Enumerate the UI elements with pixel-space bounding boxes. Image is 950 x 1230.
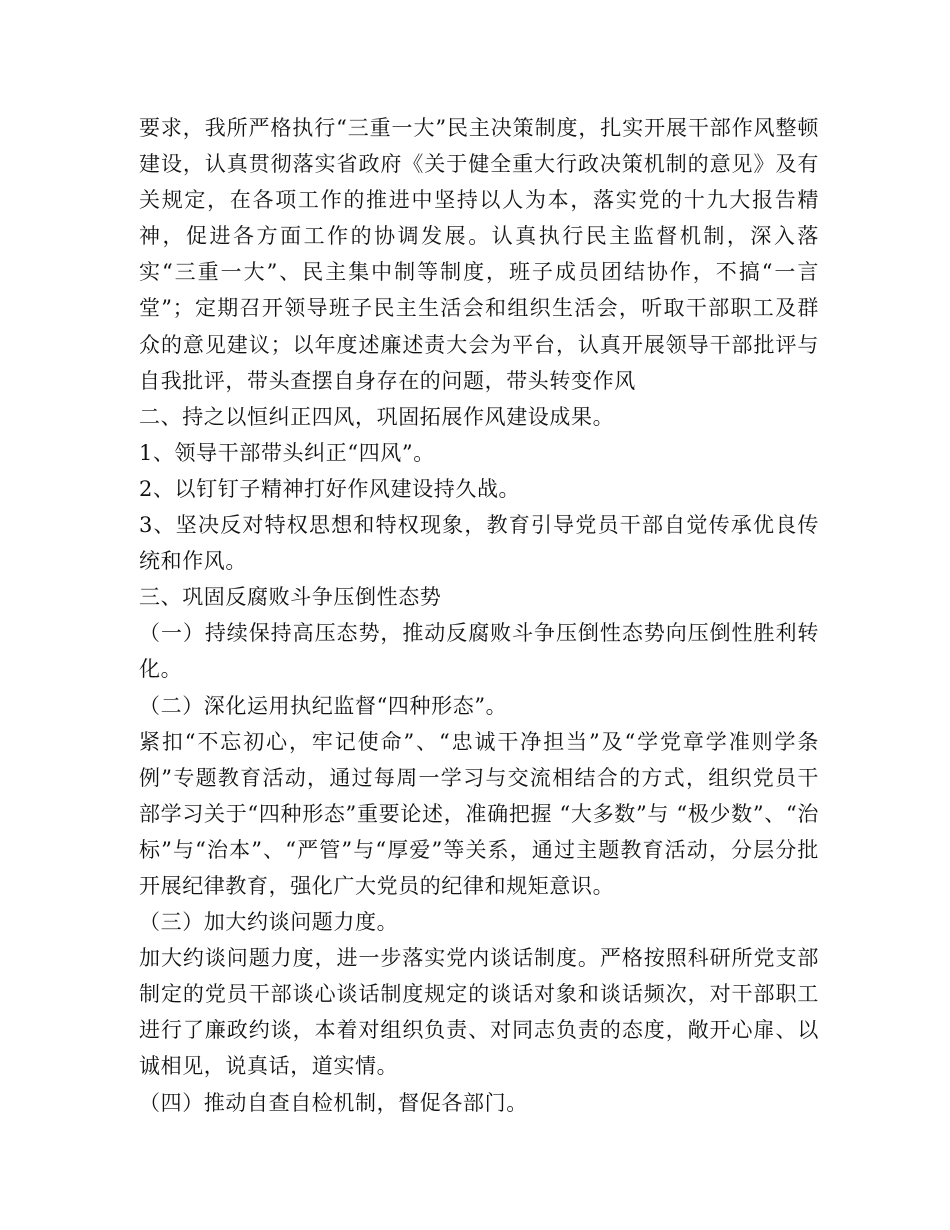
paragraph-decision-making: 要求，我所严格执行“三重一大”民主决策制度，扎实开展干部作风整顿建设，认真贯彻落实省政府《关于健全重大行政决策机制的意见》及有关规定，在各项工作的推进中坚持以人为本，落实党的十九大报告精神，促进各方面工作的协调发展。认真执行民主监督机制，深入落实“三重一大”、民主集中制等制度，班子成员团结协作，不搞“一言堂”；定期召开领导班子民主生活会和组织生活会，听取干部职工及群众的意见建议；以年度述廉述责大会为平台，认真开展领导干部批评与自我批评，带头查摆自身存在的问题，带头转变作风 (139, 116, 819, 393)
subheading-three: （三）加大约谈问题力度。 (139, 910, 399, 935)
document-body (139, 110, 819, 1121)
list-item-1: 1、领导干部带头纠正“四风”。 (139, 440, 435, 465)
list-item-3: 3、坚决反对特权思想和特权现象，教育引导党员干部自觉传承优良传统和作风。 (139, 513, 819, 574)
paragraph-interviews: 加大约谈问题力度，进一步落实党内谈话制度。严格按照科研所党支部制定的党员干部谈心谈话制度规定的谈话对象和谈话频次，对干部职工进行了廉政约谈，本着对组织负责、对同志负责的态度，敞开心扉、以诚相见，说真话，道实情。 (139, 946, 819, 1079)
heading-section-three: 三、巩固反腐败斗争压倒性态势 (139, 585, 442, 610)
subheading-one: （一）持续保持高压态势，推动反腐败斗争压倒性态势向压倒性胜利转化。 (139, 621, 819, 682)
subheading-four: （四）推动自查自检机制，督促各部门。 (139, 1090, 528, 1115)
subheading-two: （二）深化运用执纪监督“四种形态”。 (139, 693, 508, 718)
heading-section-two: 二、持之以恒纠正四风，巩固拓展作风建设成果。 (139, 404, 615, 429)
paragraph-four-forms: 紧扣“不忘初心，牢记使命”、“忠诚干净担当”及“学党章学准则学条例”专题教育活动，通过每周一学习与交流相结合的方式，组织党员干部学习关于“四种形态”重要论述，准确把握 “大多数”与 “极少数”、“治标”与“治本”、“严管”与“厚爱”等关系，通过主题教育活动，分层分批开展纪律教育，强化广大党员的纪律和规矩意识。 (139, 729, 819, 898)
list-item-2: 2、以钉钉子精神打好作风建设持久战。 (139, 476, 521, 501)
